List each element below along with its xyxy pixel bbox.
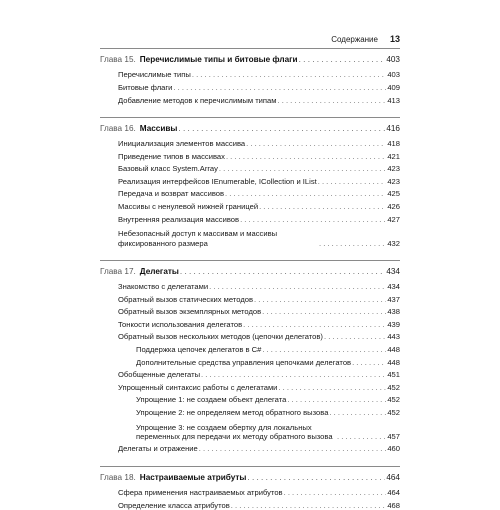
toc-entry[interactable] [118,304,400,317]
entry-page: 448 [387,344,400,354]
chapter-18-heading[interactable] [100,466,400,485]
entry-title: Сфера применения настраиваемых атрибутов [118,487,283,497]
entry-page: 439 [387,319,400,329]
chapter-page: 403 [386,55,400,64]
leader-dots [247,473,385,483]
chapter-page: 464 [386,472,400,482]
chapter-label: Глава 15. [100,55,136,64]
chapter-label: Глава 18. [100,472,136,482]
entry-page: 423 [387,164,400,174]
toc-entry[interactable] [118,367,400,380]
leader-dots [192,70,386,79]
leader-dots [226,152,386,161]
leader-dots [337,432,386,441]
entry-title: Реализация интерфейсов IEnumerable, ICollection и IList [118,176,317,186]
leader-dots [284,488,387,497]
leader-dots [199,444,387,453]
leader-dots [178,124,385,134]
entry-title: Поддержка цепочек делегатов в C# [136,344,262,354]
toc-entry[interactable] [118,135,400,148]
entry-title: Приведение типов в массивах [118,151,225,161]
entry-title: Знакомство с делегатами [118,281,209,291]
chapter-page: 434 [386,266,400,276]
toc-entry[interactable] [118,79,400,92]
leader-dots [278,96,387,105]
entry-title: Массивы с ненулевой нижней границей [118,201,259,211]
leader-dots [287,395,386,404]
entry-title: Дополнительные средства управления цепочками делегатов [136,357,352,367]
leader-dots [180,267,385,277]
chapter-title: Массивы [139,123,178,133]
entry-title: Упрощение 3: не создаем обертку для локальных переменных для передачи их методу обратного вызова [136,422,333,441]
toc-entry[interactable] [118,278,400,291]
chapter-label: Глава 17. [100,266,136,276]
running-header [310,34,400,44]
table-of-contents [100,48,400,510]
entry-title: Перечислимые типы [118,70,191,80]
leader-dots [231,501,387,510]
toc-entry[interactable] [118,379,400,392]
entry-page: 421 [387,151,400,161]
entry-page: 409 [387,82,400,92]
entry-page: 452 [387,395,400,405]
toc-entry[interactable] [118,316,400,329]
entry-page: 403 [387,70,400,80]
leader-dots [319,239,386,248]
entry-page: 425 [387,189,400,199]
entry-title: Битовые флаги [118,82,173,92]
entry-title: Делегаты и отражение [118,444,198,454]
toc-subentry[interactable] [136,354,400,367]
toc-entry[interactable] [118,198,400,211]
chapter-page: 416 [386,123,400,133]
entry-page: 464 [387,487,400,497]
leader-dots [254,295,386,304]
entry-title: Небезопасный доступ к массивам и массивы фиксированного размера [118,229,278,248]
entry-page: 452 [387,407,400,417]
leader-dots [219,164,386,173]
leader-dots [329,408,386,417]
entry-page: 434 [387,281,400,291]
entry-title: Инициализация элементов массива [118,138,246,148]
toc-entry[interactable] [118,92,400,105]
toc-entry[interactable] [118,224,400,248]
chapter-17-heading[interactable] [100,260,400,279]
entry-page: 423 [387,176,400,186]
chapter-16-heading[interactable] [100,117,400,136]
toc-subentry[interactable] [136,341,400,354]
entry-page: 451 [387,370,400,380]
entry-title: Передача и возврат массивов [118,189,225,199]
entry-page: 427 [387,214,400,224]
entry-page: 452 [387,382,400,392]
entry-page: 437 [387,294,400,304]
entry-page: 460 [387,444,400,454]
leader-dots [240,215,386,224]
entry-page: 443 [387,332,400,342]
toc-entry[interactable] [118,148,400,161]
toc-entry[interactable] [118,67,400,80]
toc-entry[interactable] [118,211,400,224]
chapter-title: Перечислимые типы и битовые флаги [139,55,298,64]
leader-dots [259,202,386,211]
leader-dots [173,83,386,92]
chapter-title: Настраиваемые атрибуты [139,472,247,482]
entry-title: Упрощенный синтаксис работы с делегатами [118,382,278,392]
leader-dots [278,383,386,392]
leader-dots [299,55,386,65]
entry-title: Обратный вызов нескольких методов (цепочки делегатов) [118,332,323,342]
entry-title: Тонкости использования делегатов [118,319,243,329]
leader-dots [318,177,387,186]
leader-dots [246,139,386,148]
leader-dots [352,358,386,367]
toc-subentry[interactable] [136,404,400,417]
leader-dots [262,307,386,316]
entry-title: Внутренняя реализация массивов [118,214,240,224]
entry-page: 432 [387,238,400,248]
leader-dots [243,320,386,329]
entry-title: Упрощение 1: не создаем объект делегата [136,395,287,405]
entry-title: Добавление методов к перечислимым типам [118,95,277,105]
toc-entry[interactable] [118,161,400,174]
leader-dots [209,282,386,291]
chapter-15-heading[interactable] [100,48,400,67]
entry-page: 438 [387,307,400,317]
leader-dots [262,345,386,354]
toc-entry[interactable] [118,484,400,497]
leader-dots [324,332,386,341]
entry-page: 413 [387,95,400,105]
toc-subentry[interactable] [136,417,400,441]
toc-entry[interactable] [118,173,400,186]
toc-entry[interactable] [118,186,400,199]
page-number: 13 [389,34,400,44]
running-header-title: Содержание [331,35,378,44]
leader-dots [201,370,386,379]
entry-title: Обратный вызов экземплярных методов [118,307,262,317]
entry-page: 448 [387,357,400,367]
toc-entry[interactable] [118,497,400,510]
entry-title: Определение класса атрибутов [118,500,230,510]
chapter-title: Делегаты [139,266,179,276]
entry-page: 468 [387,500,400,510]
entry-page: 418 [387,138,400,148]
toc-subentry[interactable] [136,392,400,405]
toc-entry[interactable] [118,329,400,342]
chapter-label: Глава 16. [100,123,136,133]
leader-dots [225,189,386,198]
toc-entry[interactable] [118,441,400,454]
entry-title: Упрощение 2: не определяем метод обратного вызова [136,407,329,417]
entry-title: Обратный вызов статических методов [118,294,254,304]
entry-page: 457 [387,431,400,441]
entry-title: Обобщенные делегаты [118,370,201,380]
toc-entry[interactable] [118,291,400,304]
entry-page: 426 [387,201,400,211]
entry-title: Базовый класс System.Array [118,164,218,174]
